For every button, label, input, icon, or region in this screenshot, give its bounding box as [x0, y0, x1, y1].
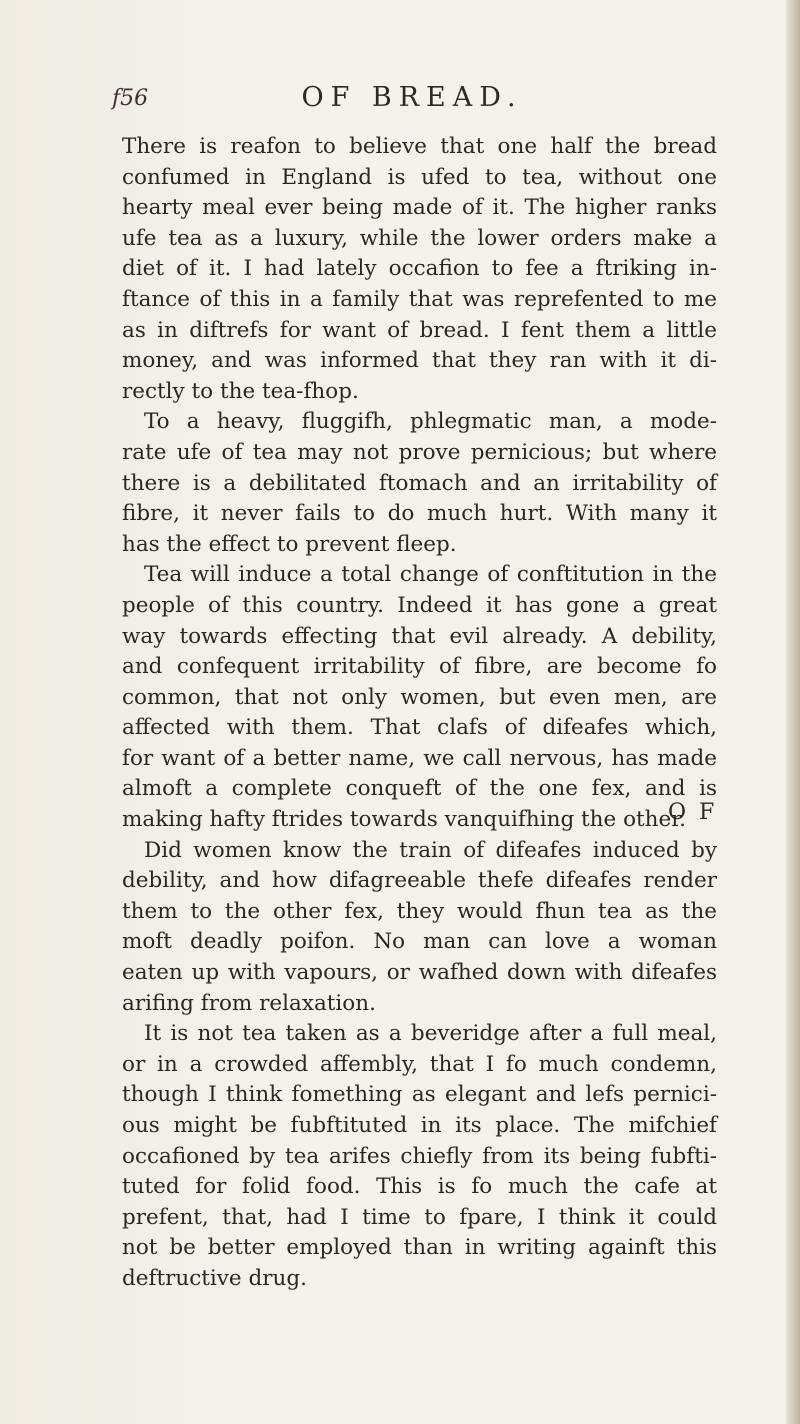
text-line: moft deadly poifon. No man can love a woman — [122, 929, 717, 955]
text-line: eaten up with vapours, or wafhed down with difeafes — [122, 960, 717, 986]
text-line: though I think fomething as elegant and lefs pernici- — [122, 1082, 717, 1108]
text-line: It is not tea taken as a beveridge after a full meal, — [144, 1021, 717, 1047]
text-line: There is reafon to believe that one half the bread — [122, 134, 717, 159]
text-line: To a heavy, fluggifh, phlegmatic man, a mode- — [144, 409, 717, 435]
text-line: money, and was informed that they ran with it di- — [122, 348, 717, 374]
text-line: or in a crowded affembly, that I fo much condemn, — [122, 1051, 717, 1077]
text-line: making hafty ftrides towards vanquifhing the other. — [122, 807, 686, 833]
catchword: O F — [668, 800, 718, 825]
text-line: ous might be fubftituted in its place. The mifchief — [122, 1113, 717, 1138]
text-line: tuted for folid food. This is fo much the cafe at — [122, 1174, 717, 1200]
text-line: common, that not only women, but even men, are — [122, 684, 717, 710]
text-line: them to the other fex, they would fhun tea as the — [122, 898, 717, 924]
page-edge — [786, 0, 800, 1424]
text-line: confumed in England is ufed to tea, without one — [122, 164, 717, 190]
text-line: Did women know the train of difeafes induced by — [144, 837, 717, 863]
running-head: OF BREAD. — [301, 82, 523, 113]
text-line: ftance of this in a family that was reprefented to me — [122, 286, 717, 312]
text-line: there is a debilitated ftomach and an irritability of — [122, 470, 717, 496]
text-line: debility, and how difagreeable thefe difeafes render — [122, 868, 717, 894]
text-line: arifing from relaxation. — [122, 990, 376, 1016]
body-text — [122, 132, 717, 1295]
text-line: for want of a better name, we call nervous, has made — [122, 745, 717, 771]
text-line: diet of it. I had lately occafion to fee a ftriking in- — [122, 256, 717, 282]
text-line: deftructive drug. — [122, 1265, 307, 1291]
text-line: has the effect to prevent fleep. — [122, 531, 457, 557]
text-line: prefent, that, had I time to fpare, I think it could — [122, 1204, 717, 1230]
page-number: f56 — [112, 86, 149, 111]
text-line: almoft a complete conqueft of the one fex, and is — [122, 776, 717, 802]
text-line: way towards effecting that evil already. A debility, — [122, 623, 717, 649]
page-header — [112, 80, 712, 120]
text-line: Tea will induce a total change of conftitution in the — [144, 562, 717, 588]
text-line: occafioned by tea arifes chiefly from its being fubfti- — [122, 1143, 717, 1169]
text-line: fibre, it never fails to do much hurt. With many it — [122, 501, 717, 527]
text-line: not be better employed than in writing againft this — [122, 1235, 717, 1261]
text-line: people of this country. Indeed it has gone a great — [122, 592, 717, 618]
text-line: hearty meal ever being made of it. The higher ranks — [122, 195, 717, 221]
text-line: and confequent irritability of fibre, are become fo — [122, 654, 717, 680]
text-line: as in diftrefs for want of bread. I fent them a little — [122, 317, 717, 343]
text-line: rate ufe of tea may not prove pernicious; but where — [122, 439, 717, 465]
text-line: ufe tea as a luxury, while the lower orders make a — [122, 225, 717, 251]
text-line: affected with them. That clafs of difeafes which, — [122, 715, 717, 741]
text-line: rectly to the tea-fhop. — [122, 378, 359, 404]
